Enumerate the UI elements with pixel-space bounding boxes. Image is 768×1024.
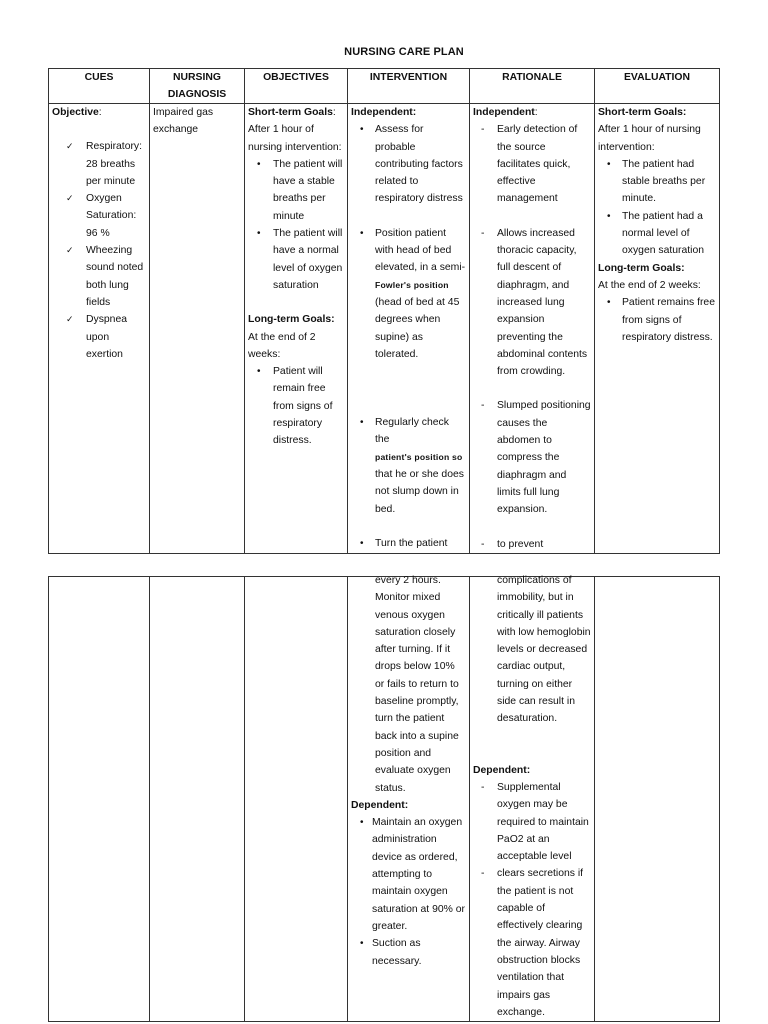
table-header-row — [49, 69, 720, 104]
cues-cell — [49, 104, 150, 554]
intervention-item: • Suction as necessary. — [351, 935, 466, 970]
evaluation-cell-continued — [595, 577, 720, 1022]
intervention-item-3-rest: that he or she does not slump down in bed. — [375, 469, 464, 515]
intervention-item-2-term: Fowler's position — [375, 279, 449, 290]
intervention-item — [351, 414, 466, 518]
intervention-item: • Assess for probable contributing factors related to respiratory distress — [351, 121, 466, 207]
intervention-item: • Turn the patient — [351, 535, 466, 552]
header-diagnosis-line-2: DIAGNOSIS — [167, 89, 227, 100]
evaluation-short-intro: After 1 hour of nursing intervention: — [598, 124, 701, 153]
cue-item: ✓ Respiratory: 28 breaths per minute — [52, 138, 146, 190]
table-body-row — [49, 104, 720, 554]
header-evaluation-label: EVALUATION — [624, 72, 690, 83]
rationale-item: - Allows increased thoracic capacity, full descent of diaphragm, and increased lung expansion preventing the abdominal contents from crowding. — [473, 225, 591, 381]
evaluation-cell — [595, 104, 720, 554]
header-cues — [49, 69, 150, 104]
objectives-long-intro: At the end of 2 weeks: — [248, 331, 316, 360]
evaluation-short-label: Short-term Goals: — [598, 107, 687, 118]
objectives-cell — [245, 104, 348, 554]
intervention-item-4-continued: every 2 hours. Monitor mixed venous oxygen saturation closely after turning. If it drops below 10% or fails to return to baseline promptly, turn the patient back into a supine position and evaluate oxygen status. — [375, 575, 459, 794]
objectives-long-list — [248, 363, 344, 449]
rationale-item: - Supplemental oxygen may be required to maintain PaO2 at an acceptable level — [473, 779, 591, 865]
intervention-list — [351, 121, 466, 552]
header-objectives — [245, 69, 348, 104]
rationale-independent-label: Independent — [473, 107, 535, 118]
cue-item: ✓ Oxygen Saturation: 96 % — [52, 190, 146, 242]
cues-label: Objective — [52, 107, 99, 118]
rationale-cell — [470, 104, 595, 554]
cues-list — [52, 138, 146, 363]
evaluation-short-list — [598, 156, 716, 260]
intervention-item-3-text: Regularly check the — [375, 417, 449, 446]
intervention-item-3-term: patient's position so — [375, 451, 463, 462]
header-rationale-label: RATIONALE — [502, 72, 562, 83]
objectives-long-label: Long-term Goals: — [248, 314, 335, 326]
diagnosis-cell-continued — [150, 577, 245, 1022]
document-title: NURSING CARE PLAN — [344, 46, 464, 58]
rationale-list — [473, 121, 591, 553]
objectives-cell-continued — [245, 577, 348, 1022]
rationale-independent-colon: : — [534, 107, 538, 118]
cue-item: ✓ Wheezing sound noted both lung fields — [52, 242, 146, 311]
rationale-cell-continued — [470, 577, 595, 1022]
header-rationale — [470, 69, 595, 104]
objectives-short-label: Short-term Goals — [248, 107, 333, 118]
header-diagnosis-line-1: NURSING — [173, 72, 221, 83]
header-nursing-diagnosis — [150, 69, 245, 104]
objectives-short-colon: : — [332, 107, 336, 118]
intervention-cell — [348, 104, 470, 554]
intervention-item-2-text: Position patient with head of bed elevated, in a semi- — [375, 227, 466, 274]
objective-item: • The patient will have a normal level of oxygen saturation — [248, 225, 344, 294]
objective-item: • Patient will remain free from signs of respiratory distress. — [248, 363, 344, 449]
intervention-dependent-list — [351, 814, 466, 970]
evaluation-item: • Patient remains free from signs of respiratory distress. — [598, 294, 716, 346]
header-evaluation — [595, 69, 720, 104]
care-plan-table-page-1 — [48, 68, 720, 554]
rationale-item: - to prevent — [473, 536, 591, 553]
intervention-independent-label: Independent: — [351, 107, 417, 118]
intervention-dependent-label: Dependent: — [351, 799, 409, 811]
cues-cell-continued — [49, 577, 150, 1022]
intervention-item: • Maintain an oxygen administration device as ordered, attempting to maintain oxygen saturation at 90% or greater. — [351, 814, 466, 935]
rationale-item: - Slumped positioning causes the abdomen to compress the diaphragm and limits full lung expansion. — [473, 397, 591, 518]
rationale-dependent-label: Dependent: — [473, 764, 531, 776]
header-objectives-label: OBJECTIVES — [263, 72, 329, 83]
objective-item: • The patient will have a stable breaths per minute — [248, 156, 344, 225]
rationale-item: - clears secretions if the patient is not capable of effectively clearing the airway. Airway obstruction blocks ventilation that impairs gas exchange. — [473, 865, 591, 1021]
intervention-item-2-rest: (head of bed at 45 degrees when supine) as tolerated. — [375, 296, 460, 360]
intervention-cell-continued — [348, 577, 470, 1022]
cues-colon: : — [98, 107, 102, 118]
objectives-short-list — [248, 156, 344, 294]
evaluation-long-list — [598, 294, 716, 346]
care-plan-table-page-2 — [48, 576, 720, 1022]
objectives-short-intro: After 1 hour of nursing intervention: — [248, 124, 342, 153]
header-intervention-label: INTERVENTION — [369, 72, 448, 83]
rationale-item-4-continued: complications of immobility, but in critically ill patients with low hemoglobin levels or decreased cardiac output, turning on either side can result in desaturation. — [497, 575, 591, 725]
rationale-dependent-list — [473, 779, 591, 1021]
header-intervention — [348, 69, 470, 104]
diagnosis-cell — [150, 104, 245, 554]
cue-item: ✓ Dyspnea upon exertion — [52, 311, 146, 363]
evaluation-long-intro: At the end of 2 weeks: — [598, 279, 701, 291]
diagnosis-text: Impaired gas exchange — [153, 107, 214, 136]
rationale-item: - Early detection of the source facilitates quick, effective management — [473, 121, 591, 207]
header-cues-label: CUES — [84, 72, 114, 83]
intervention-item — [351, 225, 466, 363]
evaluation-item: • The patient had stable breaths per minute. — [598, 156, 716, 208]
evaluation-long-label: Long-term Goals: — [598, 262, 685, 274]
table-continuation-row — [49, 577, 720, 1022]
evaluation-item: • The patient had a normal level of oxygen saturation — [598, 208, 716, 260]
